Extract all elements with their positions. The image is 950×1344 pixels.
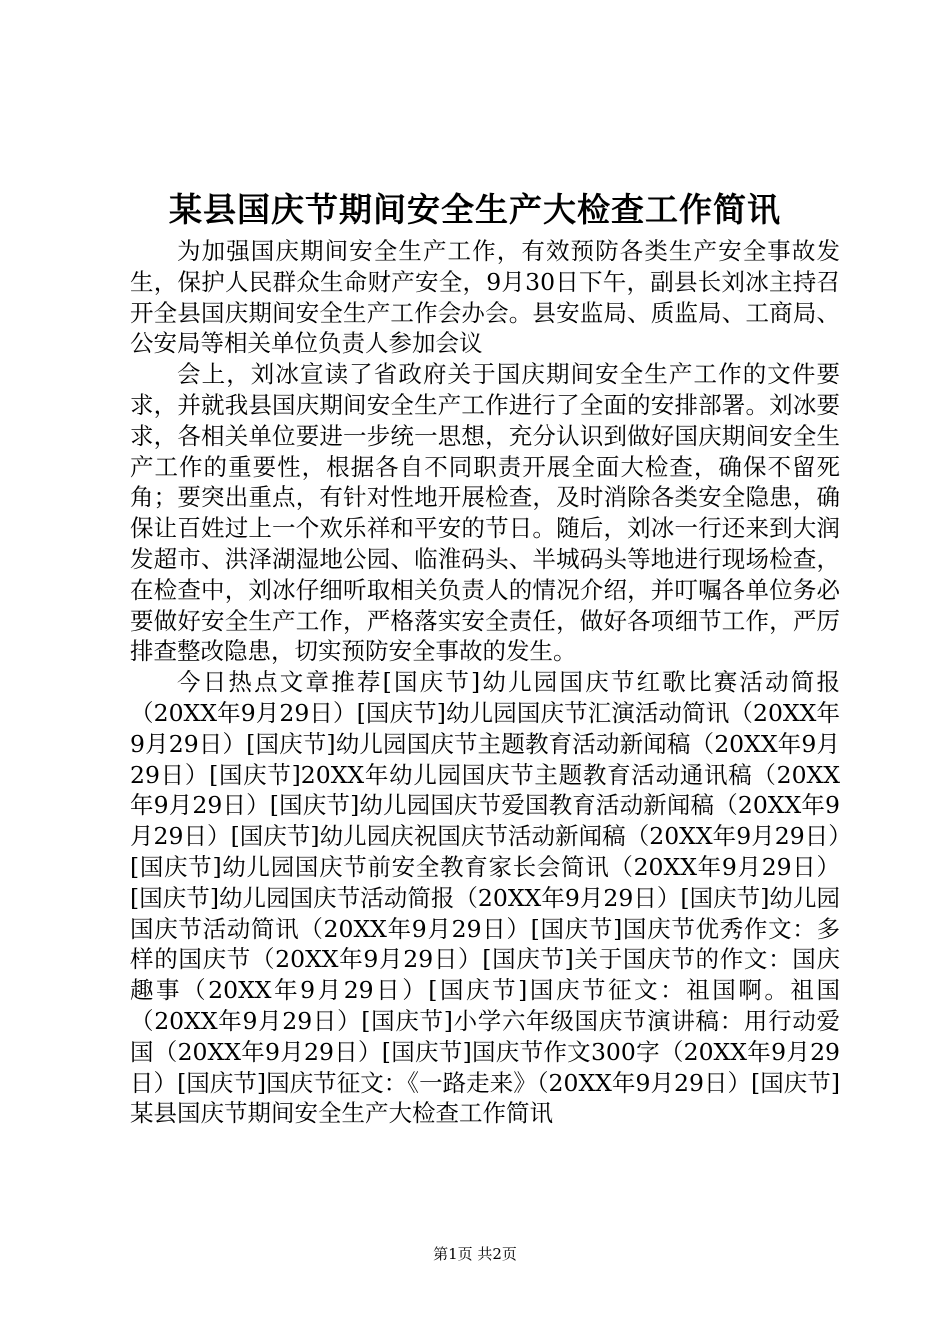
paragraph-meeting-details: 会上，刘冰宣读了省政府关于国庆期间安全生产工作的文件要求，并就我县国庆期间安全生产工作进行了全面的安排部署。刘冰要求，各相关单位要进一步统一思想，充分认识到做好国庆期间安全生产工作的重要性，根据各自不同职责开展全面大检查，确保不留死角；要突出重点，有针对性地开展检查，及时消除各类安全隐患，确保让百姓过上一个欢乐祥和平安的节日。随后，刘冰一行还来到大润发超市、洪泽湖湿地公园、临淮码头、半城码头等地进行现场检查，在检查中，刘冰仔细听取相关负责人的情况介绍，并叮嘱各单位务必要做好安全生产工作，严格落实安全责任，做好各项细节工作，严厉排查整改隐患，切实预防安全事故的发生。 bbox=[130, 360, 840, 666]
paragraph-meeting-intro: 为加强国庆期间安全生产工作，有效预防各类生产安全事故发生，保护人民群众生命财产安全，9月30日下午，副县长刘冰主持召开全县国庆期间安全生产工作会办会。县安监局、质监局、工商局、公安局等相关单位负责人参加会议 bbox=[130, 237, 840, 358]
page-indicator: 第1页 共2页 bbox=[433, 1245, 517, 1263]
document-body bbox=[130, 236, 840, 1129]
document-title: 某县国庆节期间安全生产大检查工作简讯 bbox=[169, 190, 781, 229]
page-footer bbox=[0, 1244, 950, 1264]
paragraph-recommended-articles: 今日热点文章推荐[国庆节]幼儿园国庆节红歌比赛活动简报（20XX年9月29日）[国庆节]幼儿园国庆节汇演活动简讯（20XX年9月29日）[国庆节]幼儿园国庆节主题教育活动新闻稿（20XX年9月29日）[国庆节]20XX年幼儿园国庆节主题教育活动通讯稿（20XX年9月29日）[国庆节]幼儿园国庆节爱国教育活动新闻稿（20XX年9月29日）[国庆节]幼儿园庆祝国庆节活动新闻稿（20XX年9月29日）[国庆节]幼儿园国庆节前安全教育家长会简讯（20XX年9月29日）[国庆节]幼儿园国庆节活动简报（20XX年9月29日）[国庆节]幼儿园国庆节活动简讯（20XX年9月29日）[国庆节]国庆节优秀作文：多样的国庆节（20XX年9月29日）[国庆节]关于国庆节的作文：国庆趣事（20XX年9月29日）[国庆节]国庆节征文：祖国啊。祖国（20XX年9月29日）[国庆节]小学六年级国庆节演讲稿：用行动爱国（20XX年9月29日）[国庆节]国庆节作文300字（20XX年9月29日）[国庆节]国庆节征文：《一路走来》（20XX年9月29日）[国庆节]某县国庆节期间安全生产大检查工作简讯 bbox=[130, 668, 840, 1128]
